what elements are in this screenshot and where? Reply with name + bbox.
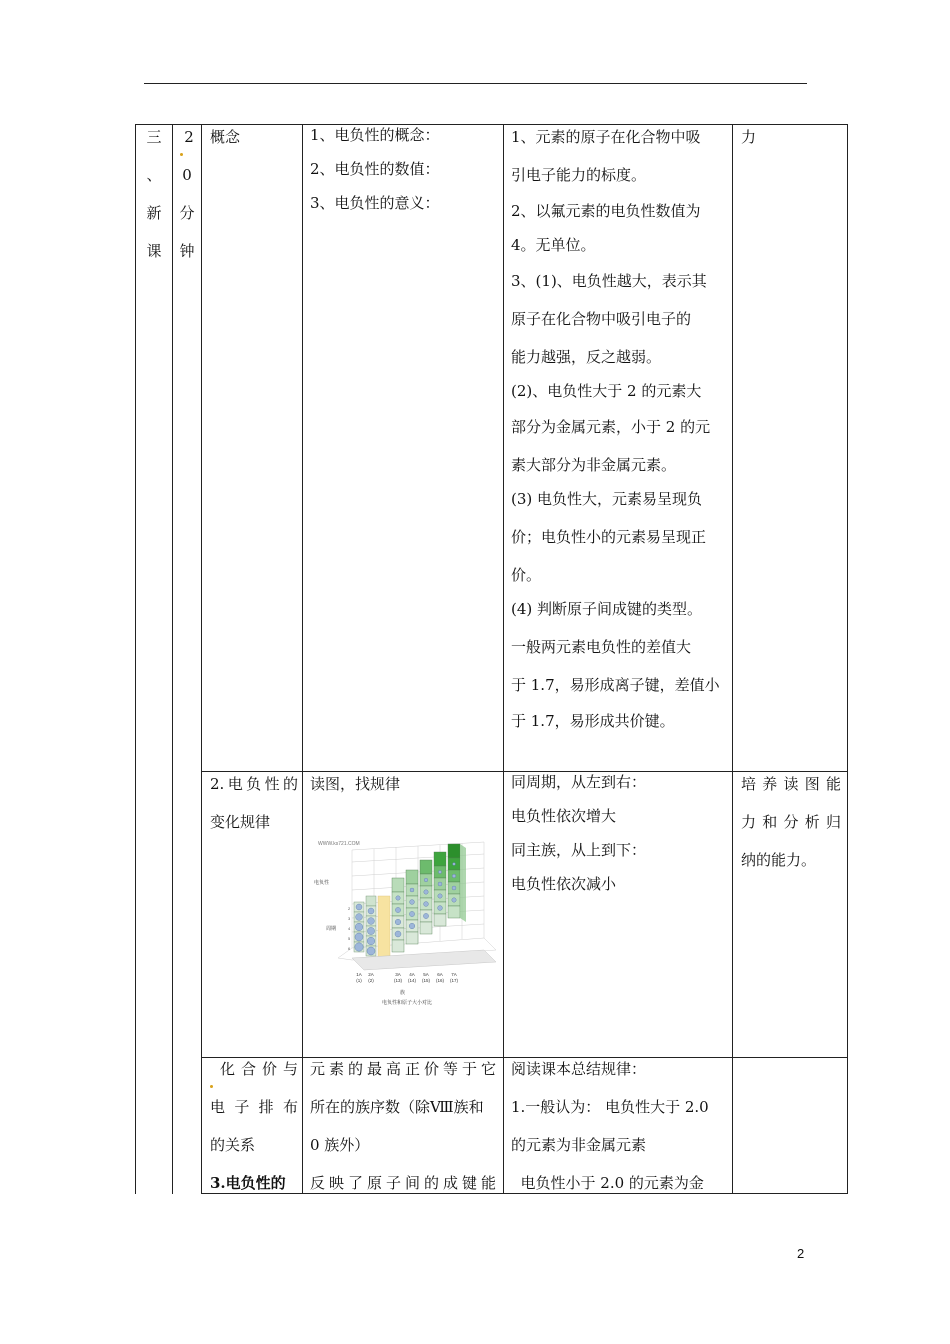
table-border-col4 <box>503 124 504 1194</box>
student-line: 于 1.7，易形成离子键，差值小 <box>511 676 720 694</box>
svg-text:6: 6 <box>348 946 351 951</box>
row3-student <box>511 1050 727 1202</box>
student-line: 电负性依次减小 <box>511 875 617 893</box>
group-num: (15) <box>421 978 431 983</box>
student-line: 电负性依次增大 <box>511 807 617 825</box>
section-char: 课 <box>146 242 162 260</box>
student-line: 一般两元素电负性的差值大 <box>511 638 692 656</box>
teacher-line: 3、电负性的意义： <box>310 194 440 212</box>
group-num: (1) <box>356 978 362 983</box>
group-label: 4A <box>409 972 415 977</box>
student-line: 部分为金属元素，小于 2 的元 <box>511 418 711 436</box>
duration-char: 2 <box>174 118 200 156</box>
topic-line: 2.电负性的 <box>210 775 298 793</box>
row2-goal <box>741 765 841 879</box>
section-char: 新 <box>146 204 162 222</box>
row1-goal: 力 <box>741 128 757 146</box>
duration-label <box>174 118 200 270</box>
student-line: 同周期，从左到右： <box>511 773 647 791</box>
student-line: 4。无单位。 <box>511 236 596 254</box>
student-line: 电负性小于 2.0 的元素为金 <box>511 1174 704 1192</box>
duration-char: 钟 <box>179 242 195 260</box>
topic-line: 的关系 <box>210 1136 256 1154</box>
student-line: 价。 <box>511 566 542 584</box>
student-line: 1.一般认为： 电负性大于 2.0 <box>511 1098 709 1116</box>
student-line: (3) 电负性大，元素易呈现负 <box>511 490 703 508</box>
student-line: 阅读课本总结规律： <box>511 1060 647 1078</box>
table-border-col5 <box>732 124 733 1194</box>
group-label: 5A <box>423 972 429 977</box>
topic-line: 化合价与 <box>210 1050 298 1088</box>
chart-side-label: 周期 <box>326 926 337 932</box>
student-line: 的元素为非金属元素 <box>511 1136 647 1154</box>
topic-line: 3.电负性的 <box>210 1174 286 1192</box>
section-label <box>137 118 171 270</box>
group-label: 3A <box>395 972 401 977</box>
row1-teacher <box>310 118 500 220</box>
table-border-left <box>135 124 136 1194</box>
student-line: 3、(1)、电负性越大，表示其 <box>511 272 707 290</box>
row2-topic <box>210 765 298 841</box>
header-rule <box>144 83 807 84</box>
teacher-line: 2、电负性的数值： <box>310 160 440 178</box>
teacher-line: 反映了原子间的成键能 <box>310 1174 496 1192</box>
svg-text:3: 3 <box>348 916 351 921</box>
chart-caption: 电负性和原子大小对比 <box>382 1000 433 1006</box>
student-line: (4) 判断原子间成键的类型。 <box>511 600 703 618</box>
student-line: 原子在化合物中吸引电子的 <box>511 310 692 328</box>
table-border-right <box>847 124 848 1194</box>
student-line: (2)、电负性大于 2 的元素大 <box>511 382 702 400</box>
group-num: (14) <box>407 978 417 983</box>
group-num: (13) <box>393 978 403 983</box>
topic-line: 变化规律 <box>210 813 271 831</box>
transition-metal-gap <box>378 896 390 958</box>
teacher-line: 元素的最高正价等于它 <box>310 1060 496 1078</box>
group-label: 7A <box>451 972 457 977</box>
row2-teacher: 读图，找规律 <box>310 775 401 793</box>
student-line: 能力越强，反之越弱。 <box>511 348 662 366</box>
chart-xlabel: 族 <box>400 990 406 996</box>
table-border-col3 <box>302 124 303 1194</box>
chart-ylabel: 电负性 <box>314 880 330 886</box>
goal-line: 力和分析归 <box>741 813 841 831</box>
duration-char: 0 <box>182 166 192 184</box>
row1-student <box>511 118 727 740</box>
section-char: 、 <box>146 166 162 184</box>
student-line: 价；电负性小的元素易呈现正 <box>511 528 707 546</box>
teacher-line: 1、电负性的概念： <box>310 126 440 144</box>
row2-student <box>511 765 727 901</box>
student-line: 素大部分为非金属元素。 <box>511 456 677 474</box>
student-line: 于 1.7，易形成共价键。 <box>511 712 675 730</box>
section-char: 三 <box>146 128 162 146</box>
group-label: 2A <box>368 972 374 977</box>
table-border-col1 <box>172 124 173 1194</box>
teacher-line: 0 族外） <box>310 1136 370 1154</box>
table-border-col2 <box>201 124 202 1194</box>
group-num: (2) <box>368 978 374 983</box>
topic-line: 电子排布 <box>210 1098 298 1116</box>
svg-text:2: 2 <box>348 906 351 911</box>
student-line: 2、以氟元素的电负性数值为 <box>511 202 701 220</box>
row1-topic: 概念 <box>210 128 241 146</box>
student-line: 引电子能力的标度。 <box>511 166 647 184</box>
group-num: (16) <box>435 978 445 983</box>
electronegativity-chart <box>312 838 496 1008</box>
duration-char: 分 <box>179 204 195 222</box>
group-num: (17) <box>449 978 459 983</box>
group-label: 1A <box>356 972 362 977</box>
svg-text:4: 4 <box>348 926 351 931</box>
goal-line: 纳的能力。 <box>741 851 817 869</box>
group-label: 6A <box>437 972 443 977</box>
chart-watermark: WWW.ks721.COM <box>318 841 360 847</box>
student-line: 1、元素的原子在化合物中吸 <box>511 128 701 146</box>
row3-teacher <box>310 1050 496 1202</box>
goal-line: 培养读图能 <box>741 775 841 793</box>
row3-topic <box>210 1050 298 1202</box>
teacher-line: 所在的族序数（除Ⅷ族和 <box>310 1098 484 1116</box>
student-line: 同主族，从上到下： <box>511 841 647 859</box>
page-number: 2 <box>797 1246 805 1261</box>
svg-text:5: 5 <box>348 936 351 941</box>
